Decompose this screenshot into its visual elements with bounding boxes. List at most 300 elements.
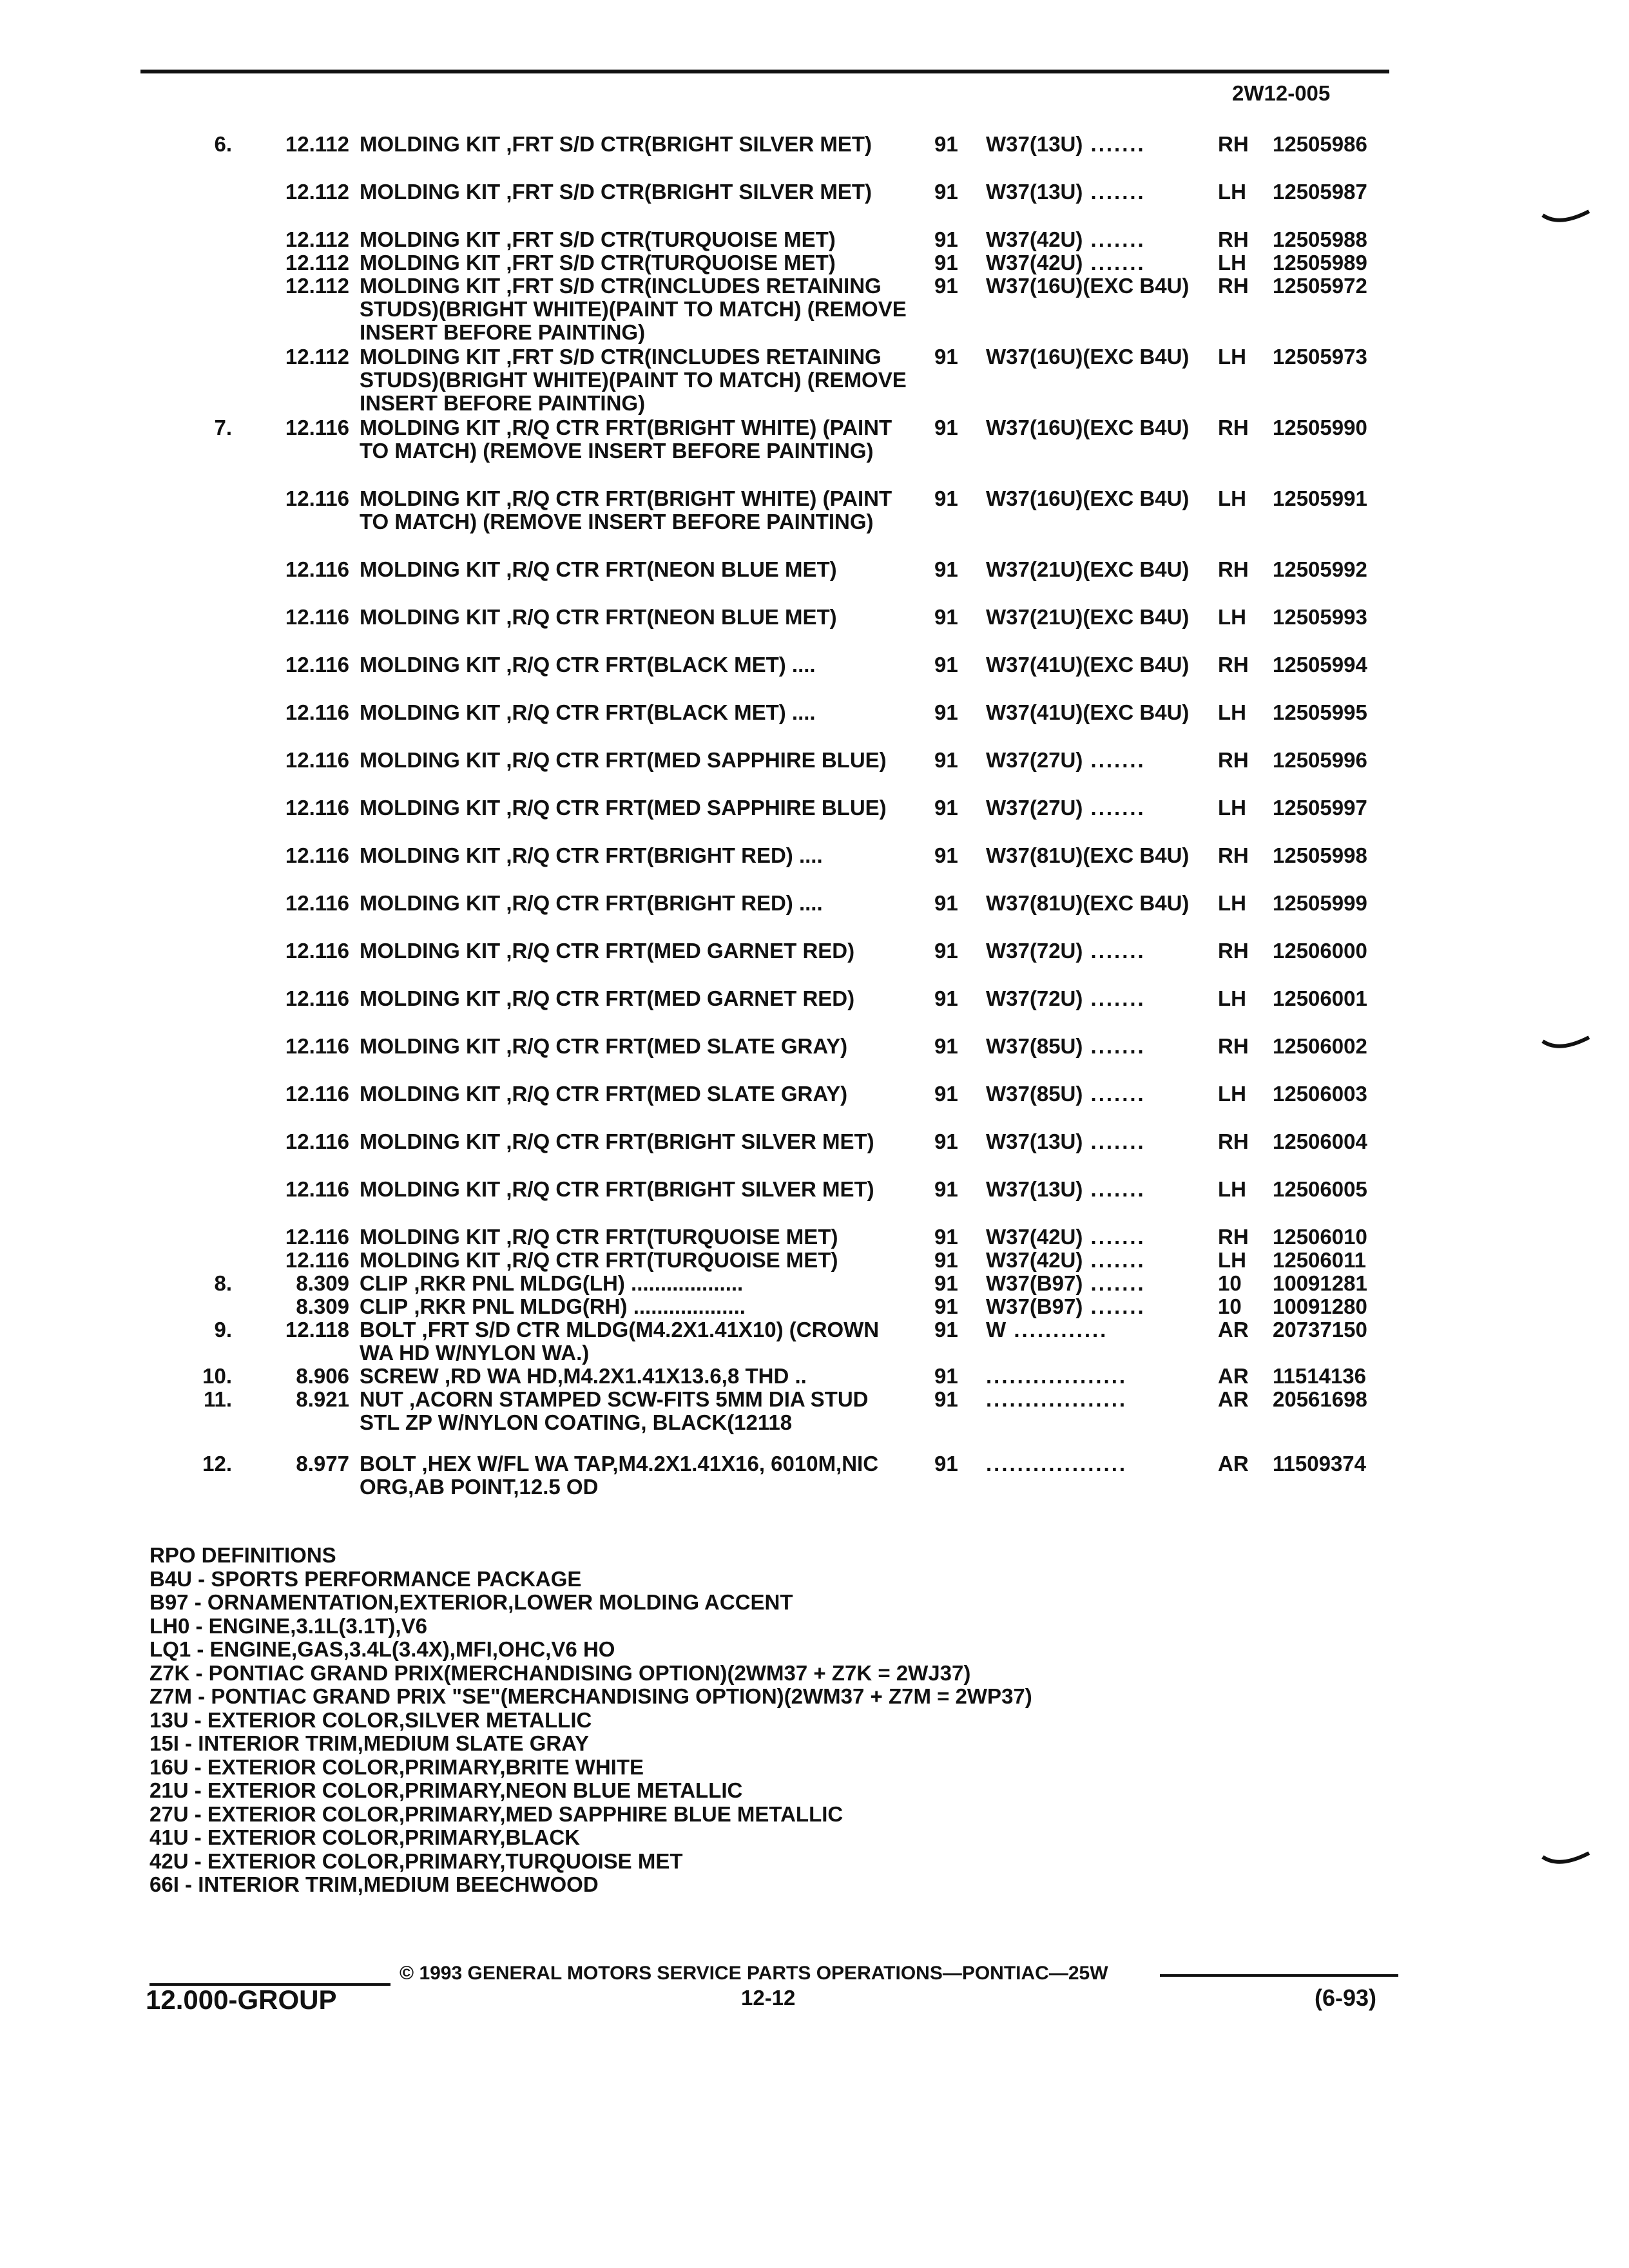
margin-tick-mark	[1540, 205, 1592, 231]
usage-code	[986, 701, 1211, 724]
model-year: 91	[934, 891, 958, 915]
part-description	[360, 701, 914, 724]
table-row	[0, 844, 1629, 890]
group-number: 8.309	[296, 1294, 349, 1318]
group-number: 12.116	[285, 796, 349, 820]
part-name: MOLDING KIT	[360, 1225, 501, 1249]
side-quantity: RH	[1218, 1225, 1249, 1249]
usage-text: W37(42U)	[986, 227, 1083, 251]
part-name: MOLDING KIT	[360, 986, 501, 1010]
side-quantity: RH	[1218, 416, 1249, 439]
date-code: (6-93)	[1315, 1984, 1377, 2011]
usage-text: W37(B97)	[986, 1294, 1083, 1318]
side-quantity: RH	[1218, 939, 1249, 963]
part-number: 12506011	[1273, 1248, 1367, 1272]
side-quantity: 10	[1218, 1271, 1242, 1295]
usage-text: W37(13U)	[986, 180, 1083, 204]
table-row	[0, 1249, 1629, 1272]
side-quantity: LH	[1218, 796, 1246, 820]
usage-text: W37(81U)(EXC B4U)	[986, 891, 1190, 915]
model-year: 91	[934, 1225, 958, 1249]
table-row	[0, 701, 1629, 747]
group-number: 12.116	[285, 653, 349, 677]
page-number: 12-12	[741, 1986, 796, 2010]
part-number: 12505993	[1273, 605, 1367, 629]
group-number: 12.116	[285, 1034, 349, 1058]
item-number: 6.	[214, 132, 232, 156]
part-name: NUT	[360, 1387, 403, 1411]
leader-dots: .......	[1083, 1177, 1146, 1201]
group-number: 8.977	[296, 1452, 349, 1475]
group-number: 12.116	[285, 700, 349, 724]
part-detail: ,FRT S/D CTR MLDG(M4.2X1.41X10) (CROWN WA HD W/NYLON WA.)	[360, 1318, 880, 1365]
leader-dots: .......	[1083, 132, 1146, 156]
part-name: MOLDING KIT	[360, 180, 501, 204]
part-description	[360, 1365, 914, 1388]
group-number: 12.112	[285, 345, 349, 369]
rpo-items	[149, 1568, 1032, 1897]
usage-text: W37(72U)	[986, 939, 1083, 963]
rpo-definition: 16U - EXTERIOR COLOR,PRIMARY,BRITE WHITE	[149, 1754, 644, 1779]
part-detail: ,R/Q CTR FRT(BLACK MET) ....	[500, 700, 816, 724]
side-quantity: LH	[1218, 891, 1246, 915]
side-quantity: RH	[1218, 1129, 1249, 1153]
model-year: 91	[934, 1082, 958, 1106]
usage-text: W37(41U)(EXC B4U)	[986, 653, 1190, 677]
side-quantity: AR	[1218, 1452, 1249, 1475]
part-name: MOLDING KIT	[360, 132, 501, 156]
part-detail: ,HEX W/FL WA TAP,M4.2X1.41X16, 6010M,NIC ORG,AB POINT,12.5 OD	[360, 1452, 879, 1499]
side-quantity: AR	[1218, 1318, 1249, 1341]
group-number: 12.116	[285, 605, 349, 629]
part-description	[360, 1295, 914, 1318]
part-description	[360, 1388, 914, 1434]
part-detail: ,RD WA HD,M4.2X1.41X13.6,8 THD ..	[438, 1364, 807, 1388]
page-code: 2W12-005	[1232, 81, 1331, 105]
side-quantity: LH	[1218, 180, 1246, 204]
part-name: MOLDING KIT	[360, 557, 501, 581]
part-description	[360, 606, 914, 629]
table-row	[0, 274, 1629, 344]
model-year: 91	[934, 345, 958, 369]
rpo-definition: 15I - INTERIOR TRIM,MEDIUM SLATE GRAY	[149, 1731, 590, 1755]
group-number: 12.112	[285, 180, 349, 204]
usage-code	[986, 987, 1211, 1010]
usage-code	[986, 796, 1211, 820]
usage-code	[986, 1178, 1211, 1201]
model-year: 91	[934, 1271, 958, 1295]
usage-text: W37(42U)	[986, 1225, 1083, 1249]
top-rule	[140, 70, 1389, 73]
part-number: 12505990	[1273, 416, 1367, 439]
leader-dots: .......	[1083, 748, 1146, 772]
table-row	[0, 1295, 1629, 1318]
part-number: 20737150	[1273, 1318, 1367, 1341]
usage-code	[986, 1365, 1211, 1388]
part-number: 12505987	[1273, 180, 1367, 204]
usage-code	[986, 558, 1211, 581]
part-description	[360, 749, 914, 772]
side-quantity: LH	[1218, 1177, 1246, 1201]
rpo-title: RPO DEFINITIONS	[149, 1543, 336, 1567]
side-quantity: RH	[1218, 557, 1249, 581]
group-number: 8.906	[296, 1364, 349, 1388]
part-detail: ,R/Q CTR FRT(NEON BLUE MET)	[500, 557, 837, 581]
group-number: 12.116	[285, 939, 349, 963]
table-row	[0, 796, 1629, 843]
side-quantity: RH	[1218, 653, 1249, 677]
part-detail: ,RKR PNL MLDG(RH) ...................	[408, 1294, 746, 1318]
model-year: 91	[934, 1318, 958, 1341]
part-name: MOLDING KIT	[360, 227, 501, 251]
part-detail: ,R/Q CTR FRT(MED SLATE GRAY)	[500, 1034, 848, 1058]
footer-rule-right	[1160, 1974, 1398, 1977]
part-detail: ,R/Q CTR FRT(MED SAPPHIRE BLUE)	[500, 748, 887, 772]
usage-text: W37(85U)	[986, 1034, 1083, 1058]
part-number: 12506003	[1273, 1082, 1367, 1106]
rpo-definition: LH0 - ENGINE,3.1L(3.1T),V6	[149, 1613, 427, 1638]
model-year: 91	[934, 843, 958, 867]
part-description	[360, 251, 914, 274]
model-year: 91	[934, 700, 958, 724]
part-name: MOLDING KIT	[360, 1129, 501, 1153]
part-detail: ,FRT S/D CTR(INCLUDES RETAINING STUDS)(BRIGHT WHITE)(PAINT TO MATCH) (REMOVE INSERT BEFORE PAINTING)	[360, 274, 907, 344]
leader-dots: .......	[1083, 1034, 1146, 1058]
leader-dots: .......	[1083, 1248, 1146, 1272]
leader-dots: ..................	[986, 1387, 1128, 1411]
table-row	[0, 558, 1629, 604]
part-number: 11509374	[1273, 1452, 1367, 1475]
rpo-definition: Z7K - PONTIAC GRAND PRIX(MERCHANDISING OPTION)(2WM37 + Z7K = 2WJ37)	[149, 1660, 971, 1685]
part-detail: ,R/Q CTR FRT(TURQUOISE MET)	[500, 1225, 838, 1249]
group-number: 12.116	[285, 891, 349, 915]
part-description	[360, 180, 914, 204]
group-number: 12.112	[285, 251, 349, 274]
part-detail: ,R/Q CTR FRT(MED SLATE GRAY)	[500, 1082, 848, 1106]
model-year: 91	[934, 180, 958, 204]
part-number: 12506001	[1273, 986, 1367, 1010]
part-name: MOLDING KIT	[360, 653, 501, 677]
part-name: MOLDING KIT	[360, 700, 501, 724]
table-row	[0, 133, 1629, 179]
model-year: 91	[934, 1364, 958, 1388]
rpo-definition: 42U - EXTERIOR COLOR,PRIMARY,TURQUOISE MET	[149, 1849, 683, 1873]
part-number: 12505998	[1273, 843, 1367, 867]
model-year: 91	[934, 1129, 958, 1153]
leader-dots: .......	[1083, 227, 1146, 251]
table-row	[0, 892, 1629, 938]
usage-text: W37(16U)(EXC B4U)	[986, 416, 1190, 439]
side-quantity: LH	[1218, 605, 1246, 629]
rpo-definition: 21U - EXTERIOR COLOR,PRIMARY,NEON BLUE METALLIC	[149, 1778, 743, 1802]
part-name: MOLDING KIT	[360, 748, 501, 772]
usage-code	[986, 487, 1211, 510]
rpo-definitions	[149, 1544, 1032, 1897]
part-detail: ,R/Q CTR FRT(BLACK MET) ....	[500, 653, 816, 677]
rpo-definition: 13U - EXTERIOR COLOR,SILVER METALLIC	[149, 1707, 592, 1732]
usage-text: W37(16U)(EXC B4U)	[986, 274, 1190, 298]
table-row	[0, 1035, 1629, 1081]
part-description	[360, 892, 914, 915]
part-number: 12505986	[1273, 132, 1367, 156]
usage-code	[986, 606, 1211, 629]
usage-code	[986, 1318, 1211, 1341]
part-description	[360, 1318, 914, 1365]
part-number: 12505994	[1273, 653, 1367, 677]
part-number: 12505992	[1273, 557, 1367, 581]
part-detail: ,ACORN STAMPED SCW-FITS 5MM DIA STUD STL ZP W/NYLON COATING, BLACK(12118	[360, 1387, 869, 1434]
part-number: 12506005	[1273, 1177, 1367, 1201]
side-quantity: RH	[1218, 227, 1249, 251]
leader-dots: .......	[1083, 251, 1146, 274]
side-quantity: RH	[1218, 132, 1249, 156]
part-number: 12506000	[1273, 939, 1367, 963]
usage-text: W37(B97)	[986, 1271, 1083, 1295]
side-quantity: LH	[1218, 700, 1246, 724]
group-number: 12.112	[285, 132, 349, 156]
table-row	[0, 939, 1629, 986]
rpo-definition: 66I - INTERIOR TRIM,MEDIUM BEECHWOOD	[149, 1872, 599, 1896]
part-detail: ,FRT S/D CTR(BRIGHT SILVER MET)	[500, 132, 872, 156]
part-name: MOLDING KIT	[360, 1034, 501, 1058]
item-number: 7.	[214, 416, 232, 439]
part-description	[360, 939, 914, 963]
usage-code	[986, 345, 1211, 369]
usage-code	[986, 1225, 1211, 1249]
part-detail: ,R/Q CTR FRT(BRIGHT SILVER MET)	[500, 1129, 874, 1153]
part-number: 12505972	[1273, 274, 1367, 298]
part-name: MOLDING KIT	[360, 796, 501, 820]
part-name: MOLDING KIT	[360, 1248, 501, 1272]
leader-dots: .......	[1083, 1225, 1146, 1249]
side-quantity: LH	[1218, 1248, 1246, 1272]
part-detail: ,FRT S/D CTR(TURQUOISE MET)	[500, 227, 836, 251]
margin-tick-mark	[1540, 1847, 1592, 1872]
part-name: MOLDING KIT	[360, 1177, 501, 1201]
side-quantity: LH	[1218, 251, 1246, 274]
usage-code	[986, 416, 1211, 439]
leader-dots: ..................	[986, 1452, 1128, 1475]
usage-code	[986, 939, 1211, 963]
part-number: 12505996	[1273, 748, 1367, 772]
model-year: 91	[934, 486, 958, 510]
model-year: 91	[934, 132, 958, 156]
usage-text: W37(81U)(EXC B4U)	[986, 843, 1190, 867]
usage-text: W37(13U)	[986, 1129, 1083, 1153]
usage-code	[986, 1388, 1211, 1411]
usage-text: W37(27U)	[986, 796, 1083, 820]
side-quantity: LH	[1218, 1082, 1246, 1106]
margin-tick-mark	[1540, 1031, 1592, 1057]
part-number: 20561698	[1273, 1387, 1367, 1411]
part-description	[360, 1035, 914, 1058]
group-number: 8.921	[296, 1387, 349, 1411]
usage-code	[986, 1082, 1211, 1106]
usage-code	[986, 1272, 1211, 1295]
model-year: 91	[934, 1294, 958, 1318]
leader-dots: .......	[1083, 1294, 1146, 1318]
part-detail: ,FRT S/D CTR(TURQUOISE MET)	[500, 251, 836, 274]
part-description	[360, 1249, 914, 1272]
model-year: 91	[934, 251, 958, 274]
part-name: MOLDING KIT	[360, 891, 501, 915]
part-number: 12505999	[1273, 891, 1367, 915]
table-row	[0, 653, 1629, 700]
part-detail: ,R/Q CTR FRT(MED GARNET RED)	[500, 986, 855, 1010]
side-quantity: 10	[1218, 1294, 1242, 1318]
rpo-definition: Z7M - PONTIAC GRAND PRIX "SE"(MERCHANDISING OPTION)(2WM37 + Z7M = 2WP37)	[149, 1684, 1032, 1708]
model-year: 91	[934, 939, 958, 963]
rpo-definition: 41U - EXTERIOR COLOR,PRIMARY,BLACK	[149, 1825, 580, 1849]
table-row	[0, 1178, 1629, 1224]
leader-dots: .......	[1083, 1271, 1146, 1295]
table-row	[0, 180, 1629, 227]
part-detail: ,FRT S/D CTR(INCLUDES RETAINING STUDS)(BRIGHT WHITE)(PAINT TO MATCH) (REMOVE INSERT BEFORE PAINTING)	[360, 345, 907, 415]
part-detail: ,R/Q CTR FRT(BRIGHT RED) ....	[500, 891, 823, 915]
part-number: 12505973	[1273, 345, 1367, 369]
leader-dots: .......	[1083, 986, 1146, 1010]
model-year: 91	[934, 1248, 958, 1272]
part-number: 12505997	[1273, 796, 1367, 820]
side-quantity: LH	[1218, 486, 1246, 510]
rpo-definition: B97 - ORNAMENTATION,EXTERIOR,LOWER MOLDING ACCENT	[149, 1590, 793, 1614]
usage-code	[986, 133, 1211, 156]
usage-text: W37(41U)(EXC B4U)	[986, 700, 1190, 724]
part-description	[360, 796, 914, 820]
group-number: 12.116	[285, 486, 349, 510]
part-description	[360, 133, 914, 156]
part-number: 12506002	[1273, 1034, 1367, 1058]
usage-text: W37(13U)	[986, 132, 1083, 156]
usage-code	[986, 1035, 1211, 1058]
table-row	[0, 749, 1629, 795]
part-name: CLIP	[360, 1294, 409, 1318]
usage-code	[986, 1452, 1211, 1475]
part-description	[360, 1082, 914, 1106]
model-year: 91	[934, 227, 958, 251]
leader-dots: ............	[1006, 1318, 1108, 1341]
table-row	[0, 1388, 1629, 1457]
usage-code	[986, 180, 1211, 204]
side-quantity: LH	[1218, 345, 1246, 369]
part-description	[360, 416, 914, 463]
group-number: 12.116	[285, 1225, 349, 1249]
part-description	[360, 1130, 914, 1153]
part-name: MOLDING KIT	[360, 1082, 501, 1106]
rpo-definition: 27U - EXTERIOR COLOR,PRIMARY,MED SAPPHIRE BLUE METALLIC	[149, 1802, 843, 1826]
usage-text: W37(16U)(EXC B4U)	[986, 486, 1190, 510]
table-row	[0, 606, 1629, 652]
side-quantity: RH	[1218, 843, 1249, 867]
table-row	[0, 1452, 1629, 1499]
model-year: 91	[934, 796, 958, 820]
group-number: 12.112	[285, 227, 349, 251]
rpo-definition: B4U - SPORTS PERFORMANCE PACKAGE	[149, 1566, 582, 1591]
usage-text: W37(27U)	[986, 748, 1083, 772]
table-row	[0, 1130, 1629, 1177]
usage-code	[986, 749, 1211, 772]
part-name: SCREW	[360, 1364, 439, 1388]
model-year: 91	[934, 1177, 958, 1201]
side-quantity: AR	[1218, 1364, 1249, 1388]
usage-code	[986, 844, 1211, 867]
table-row	[0, 1225, 1629, 1249]
rpo-definition: LQ1 - ENGINE,GAS,3.4L(3.4X),MFI,OHC,V6 HO	[149, 1637, 615, 1661]
leader-dots: .......	[1083, 796, 1146, 820]
usage-text: W37(21U)(EXC B4U)	[986, 605, 1190, 629]
part-description	[360, 487, 914, 533]
group-number: 12.116	[285, 557, 349, 581]
group-number: 12.116	[285, 843, 349, 867]
part-name: MOLDING KIT	[360, 486, 501, 510]
usage-code	[986, 653, 1211, 677]
table-row	[0, 1082, 1629, 1129]
part-description	[360, 844, 914, 867]
usage-text: W37(13U)	[986, 1177, 1083, 1201]
part-detail: ,R/Q CTR FRT(BRIGHT RED) ....	[500, 843, 823, 867]
group-number: 12.116	[285, 1082, 349, 1106]
leader-dots: .......	[1083, 1082, 1146, 1106]
side-quantity: RH	[1218, 1034, 1249, 1058]
part-name: CLIP	[360, 1271, 409, 1295]
part-name: MOLDING KIT	[360, 416, 501, 439]
usage-code	[986, 251, 1211, 274]
table-row	[0, 1272, 1629, 1295]
model-year: 91	[934, 557, 958, 581]
group-number: 12.118	[285, 1318, 349, 1341]
usage-code	[986, 228, 1211, 251]
table-row	[0, 1365, 1629, 1388]
part-detail: ,R/Q CTR FRT(MED SAPPHIRE BLUE)	[500, 796, 887, 820]
part-detail: ,R/Q CTR FRT(TURQUOISE MET)	[500, 1248, 838, 1272]
part-description	[360, 1225, 914, 1249]
table-row	[0, 345, 1629, 415]
item-number: 8.	[214, 1271, 232, 1295]
group-number: 12.116	[285, 748, 349, 772]
part-detail: ,R/Q CTR FRT(BRIGHT WHITE) (PAINT TO MATCH) (REMOVE INSERT BEFORE PAINTING)	[360, 486, 892, 533]
part-number: 12505995	[1273, 700, 1367, 724]
table-row	[0, 416, 1629, 486]
part-description	[360, 1178, 914, 1201]
side-quantity: RH	[1218, 274, 1249, 298]
model-year: 91	[934, 605, 958, 629]
group-number: 12.116	[285, 416, 349, 439]
part-description	[360, 1452, 914, 1499]
part-name: BOLT	[360, 1318, 416, 1341]
part-detail: ,R/Q CTR FRT(MED GARNET RED)	[500, 939, 855, 963]
group-number: 12.116	[285, 1248, 349, 1272]
model-year: 91	[934, 748, 958, 772]
part-number: 12505991	[1273, 486, 1367, 510]
model-year: 91	[934, 416, 958, 439]
usage-text: W37(16U)(EXC B4U)	[986, 345, 1190, 369]
group-number: 8.309	[296, 1271, 349, 1295]
usage-code	[986, 274, 1211, 298]
part-detail: ,FRT S/D CTR(BRIGHT SILVER MET)	[500, 180, 872, 204]
model-year: 91	[934, 986, 958, 1010]
part-description	[360, 653, 914, 677]
item-number: 11.	[203, 1387, 232, 1411]
table-row	[0, 987, 1629, 1033]
part-number: 10091280	[1273, 1294, 1367, 1318]
copyright-line: © 1993 GENERAL MOTORS SERVICE PARTS OPERATIONS—PONTIAC—25W	[400, 1963, 1108, 1984]
part-detail: ,R/Q CTR FRT(BRIGHT SILVER MET)	[500, 1177, 874, 1201]
usage-code	[986, 892, 1211, 915]
side-quantity: RH	[1218, 748, 1249, 772]
usage-text: W37(72U)	[986, 986, 1083, 1010]
item-number: 9.	[214, 1318, 232, 1341]
part-name: BOLT	[360, 1452, 416, 1475]
